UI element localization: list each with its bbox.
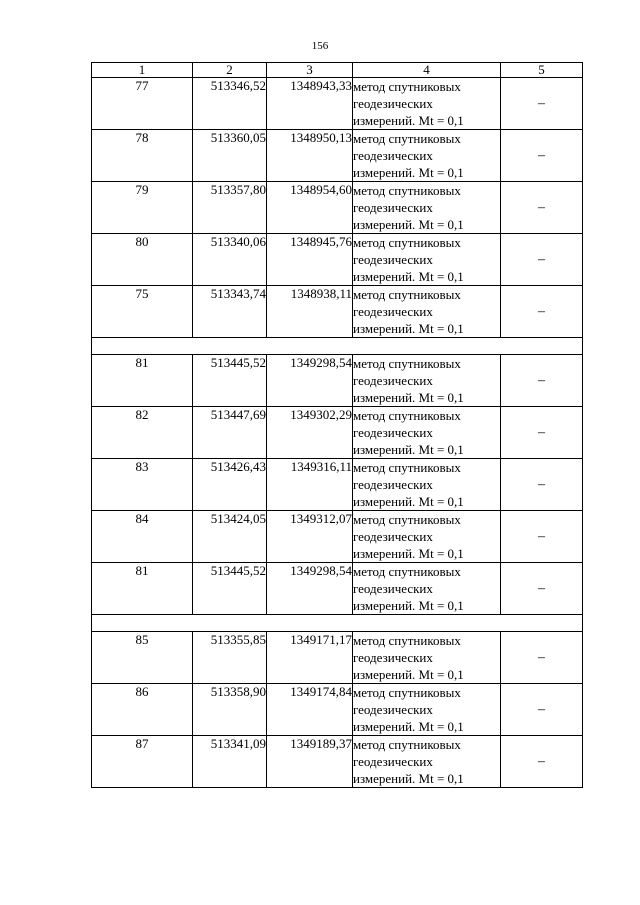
y-coordinate-cell: 1349312,07 <box>267 511 353 563</box>
x-coordinate-cell: 513360,05 <box>193 130 267 182</box>
x-coordinate-cell: 513340,06 <box>193 234 267 286</box>
method-cell <box>353 459 501 511</box>
y-coordinate-cell: 1349302,29 <box>267 407 353 459</box>
y-coordinate-cell: 1349174,84 <box>267 684 353 736</box>
method-line: метод спутниковых <box>353 737 461 752</box>
note-cell: – <box>501 78 583 130</box>
point-number-cell: 84 <box>92 511 193 563</box>
note-cell: – <box>501 511 583 563</box>
method-cell <box>353 182 501 234</box>
y-coordinate-cell: 1349298,54 <box>267 563 353 615</box>
y-coordinate-cell: 1348954,60 <box>267 182 353 234</box>
y-coordinate-cell: 1349298,54 <box>267 355 353 407</box>
method-line: измерений. Mt = 0,1 <box>353 442 464 457</box>
method-line: измерений. Mt = 0,1 <box>353 771 464 786</box>
x-coordinate-cell: 513424,05 <box>193 511 267 563</box>
note-cell: – <box>501 130 583 182</box>
point-number-cell: 83 <box>92 459 193 511</box>
method-line: геодезических <box>353 200 433 215</box>
method-line: измерений. Mt = 0,1 <box>353 494 464 509</box>
x-coordinate-cell: 513445,52 <box>193 563 267 615</box>
point-number-cell: 81 <box>92 355 193 407</box>
method-cell <box>353 355 501 407</box>
method-cell <box>353 78 501 130</box>
point-number-cell: 82 <box>92 407 193 459</box>
table-row <box>92 736 583 788</box>
coordinates-table <box>91 62 583 788</box>
method-line: геодезических <box>353 581 433 596</box>
group-separator-row <box>92 615 583 632</box>
method-line: метод спутниковых <box>353 183 461 198</box>
note-cell: – <box>501 234 583 286</box>
method-line: геодезических <box>353 529 433 544</box>
note-cell: – <box>501 355 583 407</box>
point-number-cell: 85 <box>92 632 193 684</box>
method-cell <box>353 286 501 338</box>
x-coordinate-cell: 513355,85 <box>193 632 267 684</box>
y-coordinate-cell: 1348950,13 <box>267 130 353 182</box>
point-number-cell: 80 <box>92 234 193 286</box>
header-row <box>92 63 583 78</box>
method-line: измерений. Mt = 0,1 <box>353 165 464 180</box>
x-coordinate-cell: 513346,52 <box>193 78 267 130</box>
group-separator-row <box>92 338 583 355</box>
note-cell: – <box>501 459 583 511</box>
method-line: измерений. Mt = 0,1 <box>353 719 464 734</box>
method-cell <box>353 563 501 615</box>
method-line: измерений. Mt = 0,1 <box>353 269 464 284</box>
y-coordinate-cell: 1349171,17 <box>267 632 353 684</box>
method-line: геодезических <box>353 702 433 717</box>
table-row <box>92 407 583 459</box>
method-line: геодезических <box>353 754 433 769</box>
method-line: метод спутниковых <box>353 235 461 250</box>
note-cell: – <box>501 684 583 736</box>
table-row <box>92 234 583 286</box>
method-line: метод спутниковых <box>353 460 461 475</box>
x-coordinate-cell: 513426,43 <box>193 459 267 511</box>
method-line: измерений. Mt = 0,1 <box>353 546 464 561</box>
method-cell <box>353 736 501 788</box>
y-coordinate-cell: 1348938,11 <box>267 286 353 338</box>
method-line: измерений. Mt = 0,1 <box>353 667 464 682</box>
method-line: геодезических <box>353 304 433 319</box>
method-line: метод спутниковых <box>353 356 461 371</box>
method-line: геодезических <box>353 650 433 665</box>
method-line: метод спутниковых <box>353 633 461 648</box>
method-line: метод спутниковых <box>353 79 461 94</box>
point-number-cell: 75 <box>92 286 193 338</box>
method-line: геодезических <box>353 96 433 111</box>
method-line: метод спутниковых <box>353 408 461 423</box>
header-col-5: 5 <box>501 63 583 78</box>
header-col-3: 3 <box>267 63 353 78</box>
method-line: измерений. Mt = 0,1 <box>353 598 464 613</box>
method-line: измерений. Mt = 0,1 <box>353 113 464 128</box>
x-coordinate-cell: 513341,09 <box>193 736 267 788</box>
x-coordinate-cell: 513358,90 <box>193 684 267 736</box>
table-row <box>92 182 583 234</box>
header-col-2: 2 <box>193 63 267 78</box>
table-row <box>92 684 583 736</box>
method-line: метод спутниковых <box>353 685 461 700</box>
table-header <box>92 63 583 78</box>
group-separator-cell <box>92 338 583 355</box>
table-row <box>92 286 583 338</box>
method-line: метод спутниковых <box>353 131 461 146</box>
x-coordinate-cell: 513445,52 <box>193 355 267 407</box>
group-separator-cell <box>92 615 583 632</box>
table-row <box>92 563 583 615</box>
table-body <box>92 78 583 788</box>
method-line: измерений. Mt = 0,1 <box>353 217 464 232</box>
point-number-cell: 78 <box>92 130 193 182</box>
method-line: геодезических <box>353 148 433 163</box>
y-coordinate-cell: 1349189,37 <box>267 736 353 788</box>
table-row <box>92 355 583 407</box>
y-coordinate-cell: 1349316,11 <box>267 459 353 511</box>
method-cell <box>353 511 501 563</box>
method-cell <box>353 684 501 736</box>
note-cell: – <box>501 182 583 234</box>
method-cell <box>353 407 501 459</box>
table-row <box>92 459 583 511</box>
page-number: 156 <box>311 40 329 52</box>
note-cell: – <box>501 632 583 684</box>
method-cell <box>353 130 501 182</box>
point-number-cell: 87 <box>92 736 193 788</box>
x-coordinate-cell: 513447,69 <box>193 407 267 459</box>
method-cell <box>353 234 501 286</box>
method-line: измерений. Mt = 0,1 <box>353 321 464 336</box>
point-number-cell: 86 <box>92 684 193 736</box>
x-coordinate-cell: 513343,74 <box>193 286 267 338</box>
method-line: геодезических <box>353 425 433 440</box>
point-number-cell: 79 <box>92 182 193 234</box>
note-cell: – <box>501 563 583 615</box>
table-row <box>92 632 583 684</box>
method-line: геодезических <box>353 477 433 492</box>
point-number-cell: 77 <box>92 78 193 130</box>
point-number-cell: 81 <box>92 563 193 615</box>
x-coordinate-cell: 513357,80 <box>193 182 267 234</box>
method-line: геодезических <box>353 252 433 267</box>
note-cell: – <box>501 736 583 788</box>
y-coordinate-cell: 1348945,76 <box>267 234 353 286</box>
note-cell: – <box>501 407 583 459</box>
method-line: метод спутниковых <box>353 287 461 302</box>
table-row <box>92 511 583 563</box>
header-col-1: 1 <box>92 63 193 78</box>
note-cell: – <box>501 286 583 338</box>
method-cell <box>353 632 501 684</box>
method-line: метод спутниковых <box>353 564 461 579</box>
method-line: геодезических <box>353 373 433 388</box>
y-coordinate-cell: 1348943,33 <box>267 78 353 130</box>
table-row <box>92 130 583 182</box>
header-col-4: 4 <box>353 63 501 78</box>
table-row <box>92 78 583 130</box>
method-line: метод спутниковых <box>353 512 461 527</box>
method-line: измерений. Mt = 0,1 <box>353 390 464 405</box>
